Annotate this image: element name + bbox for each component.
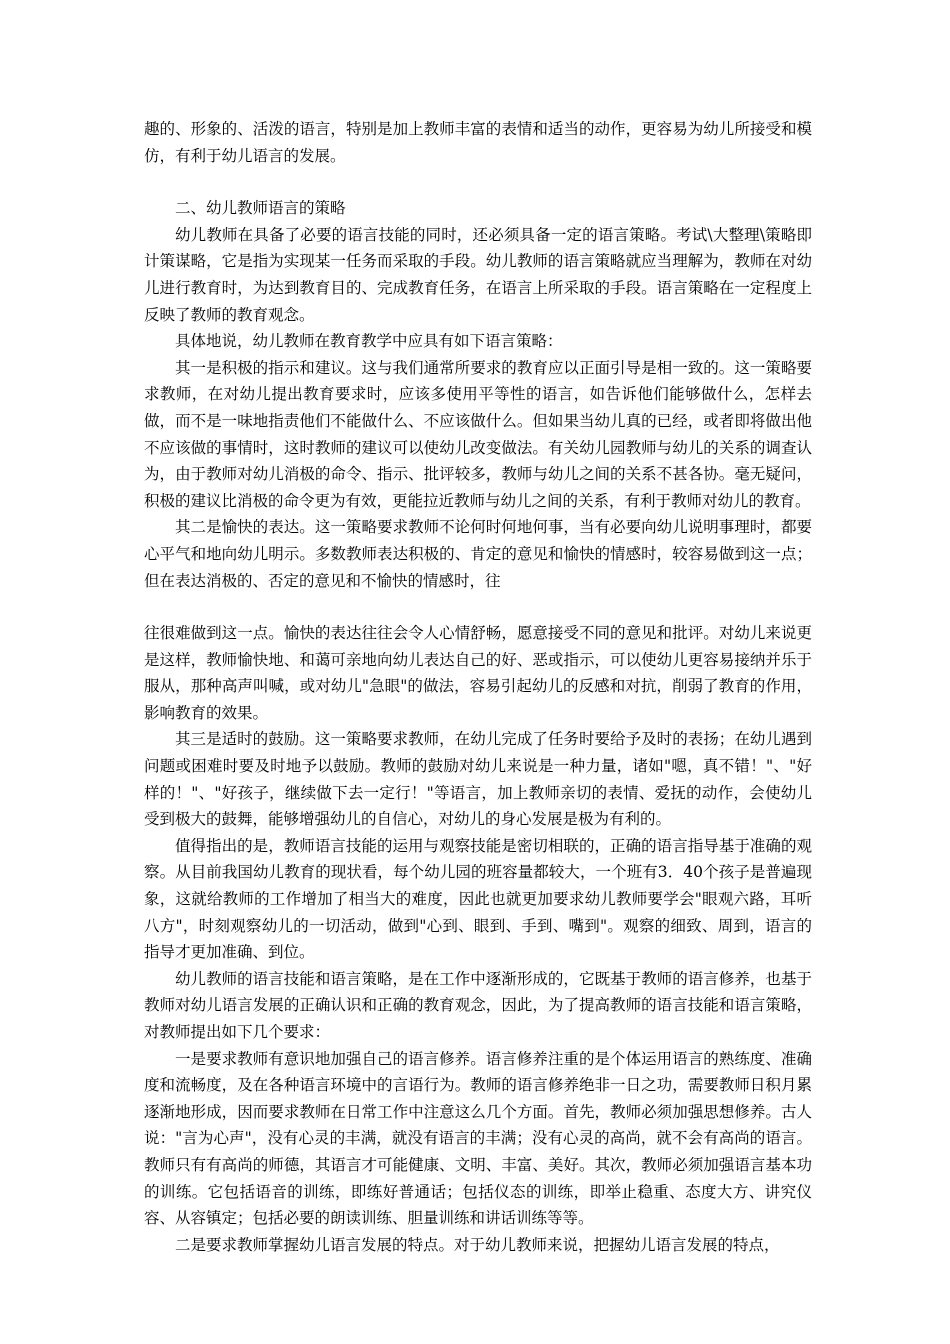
paragraph-10: 二是要求教师掌握幼儿语言发展的特点。对于幼儿教师来说，把握幼儿语言发展的特点， <box>175 1235 780 1254</box>
paragraph-9: 一是要求教师有意识地加强自己的语言修养。语言修养注重的是个体运用语言的熟练度、准确度和流畅度，及在各种语言环境中的言语行为。教师的语言修养绝非一日之功，需要教师日积月累逐渐地形成，因而要求教师在日常工作中注意这么几个方面。首先，教师必须加强思想修养。古人说："言为心声"，没有心灵的丰满，就没有语言的丰满；没有心灵的高尚，就不会有高尚的语言。教师只有有高尚的师德，其语言才可能健康、文明、丰富、美好。其次，教师必须加强语言基本功的训练。它包括语音的训练，即练好普通话；包括仪态的训练，即举止稳重、态度大方、讲究仪容、从容镇定；包括必要的朗读训练、胆量训练和讲话训练等等。 <box>144 1049 812 1228</box>
paragraph-7: 值得指出的是，教师语言技能的运用与观察技能是密切相联的，正确的语言指导基于准确的观察。从目前我国幼儿教育的现状看，每个幼儿园的班容量都较大，一个班有3．40个孩子是普遍现象，这就给教师的工作增加了相当大的难度，因此也就更加要求幼儿教师要学会"眼观六路，耳听八方"，时刻观察幼儿的一切活动，做到"心到、眼到、手到、嘴到"。观察的细致、周到，语言的指导才更加准确、到位。 <box>144 836 812 962</box>
intro-paragraph: 趣的、形象的、活泼的语言，特别是加上教师丰富的表情和适当的动作，更容易为幼儿所接受和模仿，有利于幼儿语言的发展。 <box>144 120 812 165</box>
paragraph-2: 具体地说，幼儿教师在教育教学中应具有如下语言策略： <box>175 332 563 351</box>
paragraph-5: 往很难做到这一点。愉快的表达往往会令人心情舒畅，愿意接受不同的意见和批评。对幼儿来说更是这样，教师愉快地、和蔼可亲地向幼儿表达自己的好、恶或指示，可以使幼儿更容易接纳并乐于服从，那种高声叫喊，或对幼儿"急眼"的做法，容易引起幼儿的反感和对抗，削弱了教育的作用，影响教育的效果。 <box>144 624 812 722</box>
document-page <box>144 116 812 1258</box>
paragraph-1: 幼儿教师在具备了必要的语言技能的同时，还必须具备一定的语言策略。考试\大整理\策略即计策谋略，它是指为实现某一任务而采取的手段。幼儿教师的语言策略就应当理解为，教师在对幼儿进行教育时，为达到教育目的、完成教育任务，在语言上所采取的手段。语言策略在一定程度上反映了教师的教育观念。 <box>144 225 812 324</box>
paragraph-8: 幼儿教师的语言技能和语言策略，是在工作中逐渐形成的，它既基于教师的语言修养，也基于教师对幼儿语言发展的正确认识和正确的教育观念，因此，为了提高教师的语言技能和语言策略，对教师提出如下几个要求： <box>144 969 812 1041</box>
paragraph-6: 其三是适时的鼓励。这一策略要求教师，在幼儿完成了任务时要给予及时的表扬；在幼儿遇到问题或困难时要及时地予以鼓励。教师的鼓励对幼儿来说是一种力量，诸如"嗯，真不错！"、"好样的！"、"好孩子，继续做下去一定行！"等语言，加上教师亲切的表情、爱抚的动作，会使幼儿受到极大的鼓舞，能够增强幼儿的自信心，对幼儿的身心发展是极为有利的。 <box>144 730 812 829</box>
section-heading: 二、幼儿教师语言的策略 <box>175 199 346 218</box>
paragraph-3: 其一是积极的指示和建议。这与我们通常所要求的教育应以正面引导是相一致的。这一策略要求教师，在对幼儿提出教育要求时，应该多使用平等性的语言，如告诉他们能够做什么，怎样去做，而不是一味地指责他们不能做什么、不应该做什么。但如果当幼儿真的已经，或者即将做出他不应该做的事情时，这时教师的建议可以使幼儿改变做法。有关幼儿园教师与幼儿的关系的调查认为，由于教师对幼儿消极的命令、指示、批评较多，教师与幼儿之间的关系不甚各协。毫无疑问，积极的建议比消极的命令更为有效，更能拉近教师与幼儿之间的关系，有利于教师对幼儿的教育。 <box>144 358 812 510</box>
page-break <box>144 594 812 620</box>
paragraph-4: 其二是愉快的表达。这一策略要求教师不论何时何地何事，当有必要向幼儿说明事理时，都要心平气和地向幼儿明示。多数教师表达积极的、肯定的意见和愉快的情感时，较容易做到这一点；但在表达消极的、否定的意见和不愉快的情感时，往 <box>144 518 812 590</box>
